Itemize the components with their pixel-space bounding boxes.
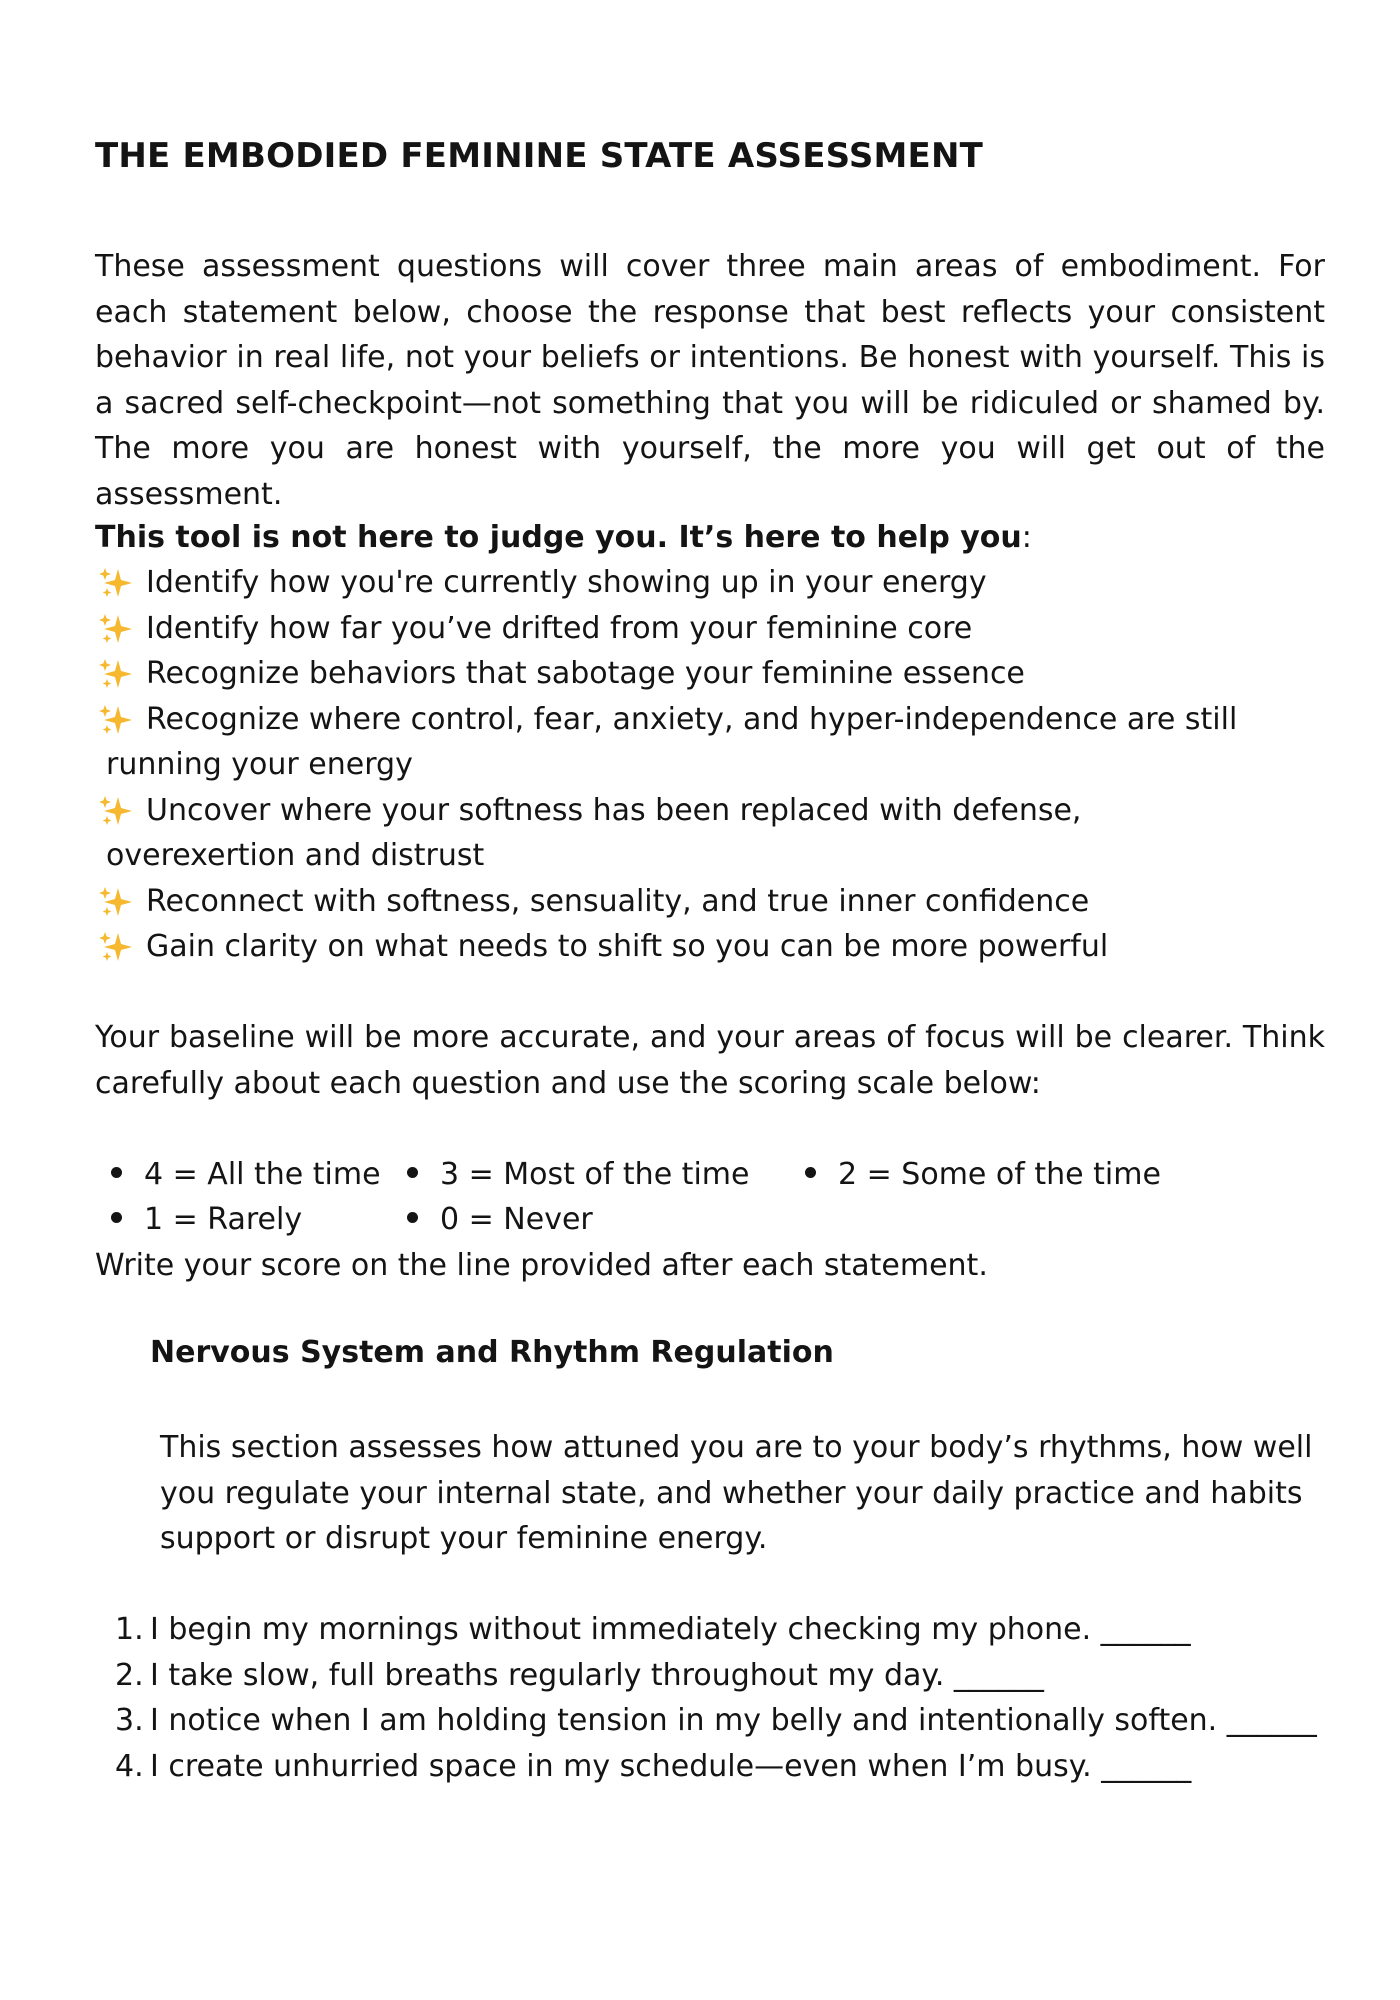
question-text: I create unhurried space in my schedule—even when I’m busy. ______	[150, 1748, 1192, 1784]
sparkles-icon	[98, 795, 134, 827]
section-title: Nervous System and Rhythm Regulation	[150, 1335, 834, 1370]
benefit-text: Reconnect with softness, sensuality, and true inner confidence	[146, 883, 1090, 919]
scale-item-2: 2 = Some of the time	[805, 1152, 1161, 1198]
scale-item-1: 1 = Rarely	[111, 1197, 302, 1243]
sparkles-icon	[98, 658, 134, 690]
benefit-text: Recognize where control, fear, anxiety, and hyper-independence are still	[146, 701, 1238, 737]
tool-statement	[95, 515, 1032, 561]
question-number: 2.	[115, 1657, 144, 1693]
benefit-item	[98, 697, 1338, 788]
questions-list	[117, 1607, 1327, 1789]
section-description: This section assesses how attuned you are to your body’s rhythms, how well you regulate your internal state, and whether your daily practice and habits support or disrupt your feminine energy.	[160, 1430, 1313, 1556]
bullet-icon	[407, 1212, 418, 1223]
benefit-item	[98, 879, 1338, 925]
write-instruction: Write your score on the line provided after each statement.	[95, 1248, 988, 1283]
scale-item-0: 0 = Never	[407, 1197, 593, 1243]
benefit-item	[98, 924, 1338, 970]
benefits-list	[98, 560, 1338, 970]
benefit-item	[98, 788, 1338, 879]
sparkles-icon	[98, 567, 134, 599]
benefit-text: Uncover where your softness has been replaced with defense,	[146, 792, 1082, 828]
question-text: I notice when I am holding tension in my belly and intentionally soften. ______	[150, 1703, 1317, 1738]
bullet-icon	[111, 1167, 122, 1178]
tool-statement-colon: :	[1021, 520, 1032, 555]
benefit-text-continued: overexertion and distrust	[106, 838, 485, 873]
intro-paragraph: These assessment questions will cover three main areas of embodiment. For each statement below, choose the response that best reflects your consistent behavior in real life, not your beliefs or intentions. Be honest with yourself. This is a sacred self-checkpoint—not something that you will be ridiculed or shamed by. The more you are honest with yourself, the more you will get out of the assessment.	[95, 249, 1325, 512]
benefit-item	[98, 606, 1338, 652]
bullet-icon	[407, 1167, 418, 1178]
page-title: THE EMBODIED FEMININE STATE ASSESSMENT	[95, 136, 984, 176]
benefit-text: Recognize behaviors that sabotage your feminine essence	[146, 656, 1025, 691]
benefit-item	[98, 651, 1338, 697]
question-number: 3.	[115, 1703, 144, 1738]
question-text: I begin my mornings without immediately checking my phone. ______	[150, 1612, 1191, 1647]
bullet-icon	[111, 1212, 122, 1223]
question-item	[117, 1698, 1327, 1744]
benefit-item	[98, 560, 1338, 606]
question-item	[117, 1653, 1327, 1699]
bullet-icon	[805, 1167, 816, 1178]
question-text: I take slow, full breaths regularly throughout my day. ______	[150, 1657, 1044, 1693]
benefit-text: Gain clarity on what needs to shift so you can be more powerful	[146, 929, 1109, 964]
sparkles-icon	[98, 886, 134, 918]
benefit-text: Identify how far you’ve drifted from your feminine core	[146, 610, 973, 646]
question-number: 4.	[115, 1748, 144, 1784]
benefit-text-continued: running your energy	[106, 747, 413, 782]
question-item	[117, 1607, 1327, 1653]
question-number: 1.	[115, 1612, 144, 1647]
scale-item-4: 4 = All the time	[111, 1152, 381, 1198]
benefit-text: Identify how you're currently showing up in your energy	[146, 565, 987, 600]
sparkles-icon	[98, 613, 134, 645]
sparkles-icon	[98, 704, 134, 736]
tool-statement-bold: This tool is not here to judge you. It’s here to help you	[95, 520, 1022, 555]
scale-item-3: 3 = Most of the time	[407, 1152, 749, 1198]
question-item	[117, 1744, 1327, 1790]
baseline-paragraph: Your baseline will be more accurate, and your areas of focus will be clearer. Think carefully about each question and use the scoring scale below:	[95, 1020, 1325, 1101]
sparkles-icon	[98, 931, 134, 963]
